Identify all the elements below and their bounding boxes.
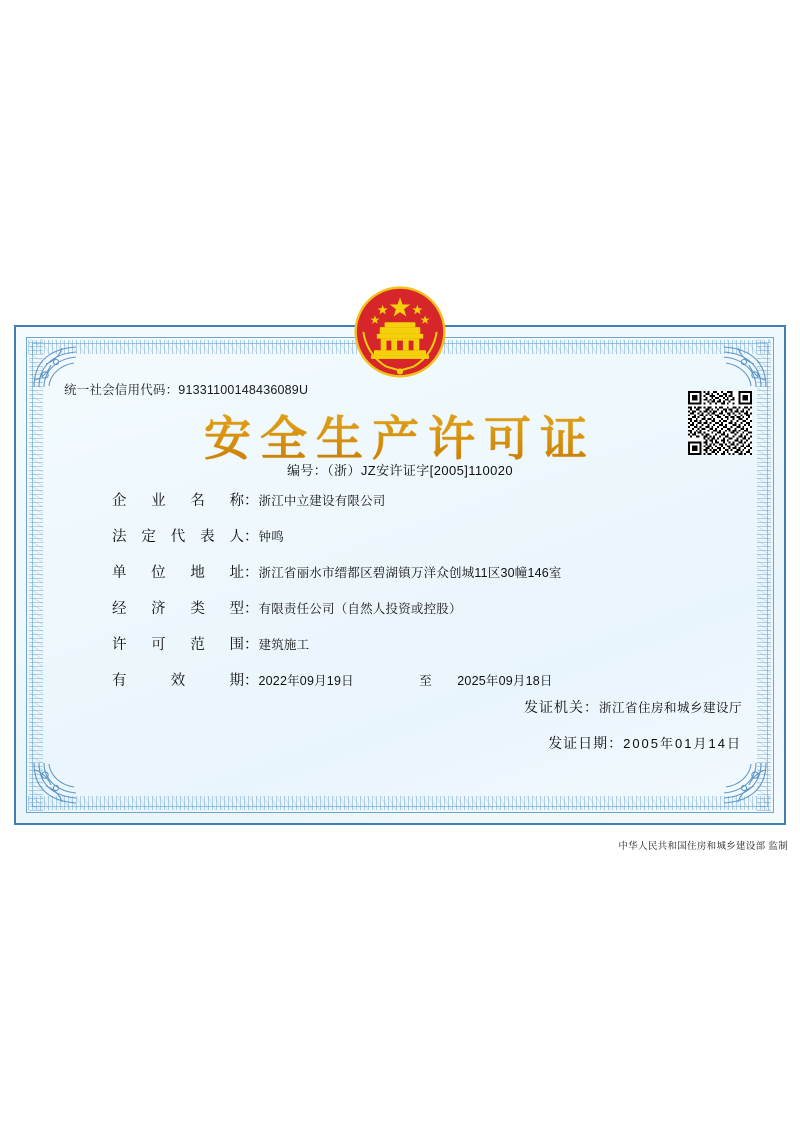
page-title: 安全生产许可证	[16, 402, 784, 469]
footer-note: 中华人民共和国住房和城乡建设部 监制	[618, 841, 788, 852]
field-label: 经 济 类 型	[112, 601, 244, 617]
issue-date-label: 发证日期：	[548, 735, 624, 751]
field-colon: ：	[244, 493, 259, 509]
issue-date-row	[524, 733, 742, 753]
field-value-legal-representative: 钟鸣	[258, 530, 284, 544]
field-colon: ：	[244, 601, 259, 617]
issuer-block	[524, 697, 742, 769]
issue-date-month-unit: 月	[693, 736, 709, 751]
validity-separator: 至	[419, 674, 432, 688]
field-value-company-name: 浙江中立建设有限公司	[258, 494, 386, 508]
field-value-validity	[259, 671, 553, 689]
issue-date-month: 01	[675, 736, 694, 751]
issuing-authority-value: 浙江省住房和城乡建设厅	[598, 701, 742, 715]
field-label: 法 定 代 表 人	[112, 529, 244, 545]
issue-date-year-unit: 年	[660, 736, 676, 751]
field-row-company-name	[112, 489, 744, 525]
corner-ornament-icon	[716, 345, 768, 389]
unified-social-credit-code: 统一社会信用代码：91331100148436089U	[64, 383, 309, 397]
field-colon: ：	[244, 565, 259, 581]
field-label: 单 位 地 址	[112, 565, 244, 581]
national-emblem-icon	[342, 276, 458, 384]
decorative-band-bottom	[28, 796, 772, 810]
field-label: 许 可 范 围	[112, 637, 244, 653]
field-label: 有 效 期	[112, 673, 244, 689]
field-row-address	[112, 561, 744, 597]
field-row-economic-type	[112, 597, 744, 633]
field-value-economic-type: 有限责任公司（自然人投资或控股）	[258, 602, 462, 616]
certificate-number: 编号：（浙）JZ安许证字[2005]110020	[286, 463, 514, 478]
field-label: 企 业 名 称	[112, 493, 244, 509]
field-row-permit-scope	[112, 633, 744, 669]
issue-date-day-unit: 日	[726, 736, 742, 751]
field-row-legal-representative	[112, 525, 744, 561]
issuing-authority-row	[524, 697, 742, 717]
field-colon: ：	[244, 673, 259, 689]
validity-end-date: 2025年09月18日	[457, 674, 553, 688]
certificate-document	[14, 325, 786, 825]
field-value-address: 浙江省丽水市缙都区碧湖镇万洋众创城11区30幢146室	[258, 566, 562, 580]
corner-ornament-icon	[32, 761, 84, 805]
validity-start-date: 2022年09月19日	[258, 674, 354, 688]
field-colon: ：	[244, 637, 259, 653]
issue-date-day: 14	[708, 736, 727, 751]
field-colon: ：	[244, 529, 259, 545]
issuing-authority-label: 发证机关：	[523, 699, 599, 715]
fields-list	[112, 489, 744, 705]
field-value-permit-scope: 建筑施工	[258, 638, 310, 652]
issue-date-year: 2005	[623, 736, 661, 751]
